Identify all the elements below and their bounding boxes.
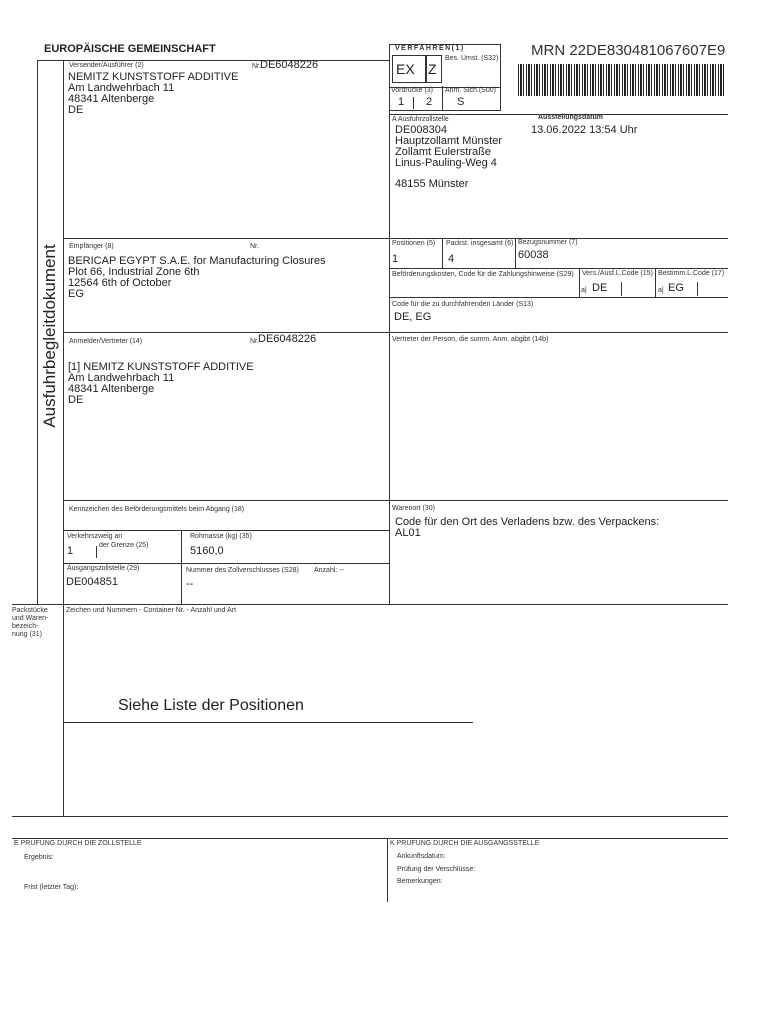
exit-office-label: Ausgangszollstelle (29) bbox=[67, 565, 140, 572]
transport-border-label: der Grenze (25) bbox=[99, 542, 149, 549]
consignee-name: BERICAP EGYPT S.A.E. for Manufacturing Closures bbox=[68, 255, 326, 267]
goods-location-value: AL01 bbox=[395, 527, 421, 539]
exporter-country: DE bbox=[68, 104, 84, 116]
transit-value: DE, EG bbox=[394, 311, 432, 323]
declarant-nr-label: Nr. bbox=[250, 338, 259, 345]
deadline-label: Frist (letzter Tag): bbox=[24, 884, 79, 891]
customs-check-label: E PRÜFUNG DURCH DIE ZOLLSTELLE bbox=[14, 840, 142, 847]
issue-date: 13.06.2022 13:54 Uhr bbox=[531, 124, 638, 136]
customs-office-label: A Ausfuhrzollstelle bbox=[392, 116, 449, 123]
declarant-street: Am Landwehrbach 11 bbox=[68, 372, 175, 384]
gross-mass-label: Rohmasse (kg) (35) bbox=[190, 533, 252, 540]
consignee-street: Plot 66, Industrial Zone 6th bbox=[68, 266, 200, 278]
dest-country-label: Bestimm.L.Code (17) bbox=[658, 270, 725, 277]
exporter-nr-label: Nr. bbox=[252, 63, 261, 70]
reference-label: Bezugsnummer (7) bbox=[518, 239, 578, 246]
export-country-value: DE bbox=[592, 282, 608, 294]
transit-label: Code für die zu durchfahrenden Länder (S13) bbox=[392, 301, 534, 308]
mrn-barcode bbox=[518, 64, 726, 96]
customs-office-code: DE008304 bbox=[395, 124, 447, 136]
arrival-date-label: Ankunftsdatum: bbox=[397, 853, 446, 860]
declarant-nr: DE6048226 bbox=[258, 333, 317, 345]
exit-check-label: K PRÜFUNG DURCH DIE AUSGANGSSTELLE bbox=[390, 840, 540, 847]
vordrucke-label: Vordrucke (3) bbox=[391, 87, 434, 94]
goods-location-text: Code für den Ort des Verladens bzw. des Verpackens: bbox=[395, 516, 660, 528]
reference-value: 60038 bbox=[518, 249, 549, 261]
packages-side-label-1: Packstücke bbox=[12, 607, 48, 614]
export-country-prefix: a| bbox=[581, 287, 587, 294]
packages-side-label-3: bezeich- bbox=[12, 623, 39, 630]
vordrucke-value-2: 2 bbox=[426, 96, 433, 108]
seal-check-label: Prüfung der Verschlüsse: bbox=[397, 866, 476, 873]
declarant-label: Anmelder/Vertreter (14) bbox=[69, 338, 143, 345]
remarks-label: Bemerkungen: bbox=[397, 878, 443, 885]
consignee-country: EG bbox=[68, 288, 84, 300]
packages-side-label-4: nung (31) bbox=[12, 631, 42, 638]
positions-value: 1 bbox=[392, 253, 399, 265]
transport-means-label: Kennzeichen des Beförderungsmittels beim Abgang (18) bbox=[69, 506, 245, 513]
exporter-label: Versender/Ausführer (2) bbox=[69, 62, 144, 69]
procedure-code-ex: EX bbox=[396, 61, 415, 77]
customs-office-branch: Zollamt Eulerstraße bbox=[395, 146, 491, 158]
consignee-nr-label: Nr. bbox=[250, 243, 259, 250]
transport-cost-label: Beförderungskosten, Code für die Zahlungshinweise (S29) bbox=[392, 271, 574, 278]
seal-label: Nummer des Zollverschlusses (S28) bbox=[186, 567, 299, 574]
declarant-name: [1] NEMITZ KUNSTSTOFF ADDITIVE bbox=[68, 361, 254, 373]
seal-count-label: Anzahl: -- bbox=[314, 567, 344, 574]
mrn-number: MRN 22DE830481067607E9 bbox=[531, 42, 726, 59]
export-country-label: Vers./Ausf.L.Code (15) bbox=[582, 270, 653, 277]
dest-country-prefix: a| bbox=[658, 287, 664, 294]
transport-mode-value: 1 bbox=[67, 545, 74, 557]
side-title: Ausfuhrbegleitdokument bbox=[40, 244, 59, 428]
packages-label: Packst. insgesamt (6) bbox=[446, 240, 514, 247]
bes-umst-label: Bes. Umst. (S32) bbox=[445, 55, 499, 62]
exporter-city: 48341 Altenberge bbox=[68, 93, 155, 105]
customs-office-postal: 48155 Münster bbox=[395, 178, 469, 190]
exporter-street: Am Landwehrbach 11 bbox=[68, 82, 175, 94]
community-title: EUROPÄISCHE GEMEINSCHAFT bbox=[44, 43, 216, 55]
goods-location-label: Warenort (30) bbox=[392, 505, 435, 512]
anm-sich-value: S bbox=[457, 96, 465, 108]
exporter-nr: DE6048226 bbox=[260, 59, 319, 71]
result-label: Ergebnis: bbox=[24, 854, 54, 861]
gross-mass-value: 5160,0 bbox=[190, 545, 224, 557]
seal-value: -- bbox=[186, 578, 194, 590]
packages-value: 4 bbox=[448, 253, 455, 265]
anm-sich-label: Anm. Sich.(S00) bbox=[445, 87, 496, 94]
dest-country-value: EG bbox=[668, 282, 684, 294]
consignee-label: Empfänger (8) bbox=[69, 243, 114, 250]
marks-label: Zeichen und Nummern - Container Nr. - Anzahl und Art bbox=[66, 607, 237, 614]
declarant-city: 48341 Altenberge bbox=[68, 383, 155, 395]
procedure-code-z: Z bbox=[428, 61, 437, 77]
packages-side-label-2: und Waren- bbox=[12, 615, 49, 622]
customs-office-name: Hauptzollamt Münster bbox=[395, 135, 502, 147]
vordrucke-value-1: 1 bbox=[398, 96, 405, 108]
customs-office-street: Linus-Pauling-Weg 4 bbox=[395, 157, 497, 169]
consignee-city: 12564 6th of October bbox=[68, 277, 172, 289]
declarant-country: DE bbox=[68, 394, 84, 406]
positions-label: Positionen (5) bbox=[392, 240, 436, 247]
transport-mode-label: Verkehrszweig an bbox=[67, 533, 123, 540]
exporter-name: NEMITZ KUNSTSTOFF ADDITIVE bbox=[68, 71, 239, 83]
exit-office-value: DE004851 bbox=[66, 576, 118, 588]
representative-label: Vertreter der Person, die summ. Anm. abgibt (14b) bbox=[392, 336, 549, 343]
issue-date-label: Ausstellungsdatum bbox=[538, 114, 603, 121]
procedure-label: VERFAHREN(1) bbox=[395, 45, 465, 52]
positions-note: Siehe Liste der Positionen bbox=[118, 697, 304, 714]
